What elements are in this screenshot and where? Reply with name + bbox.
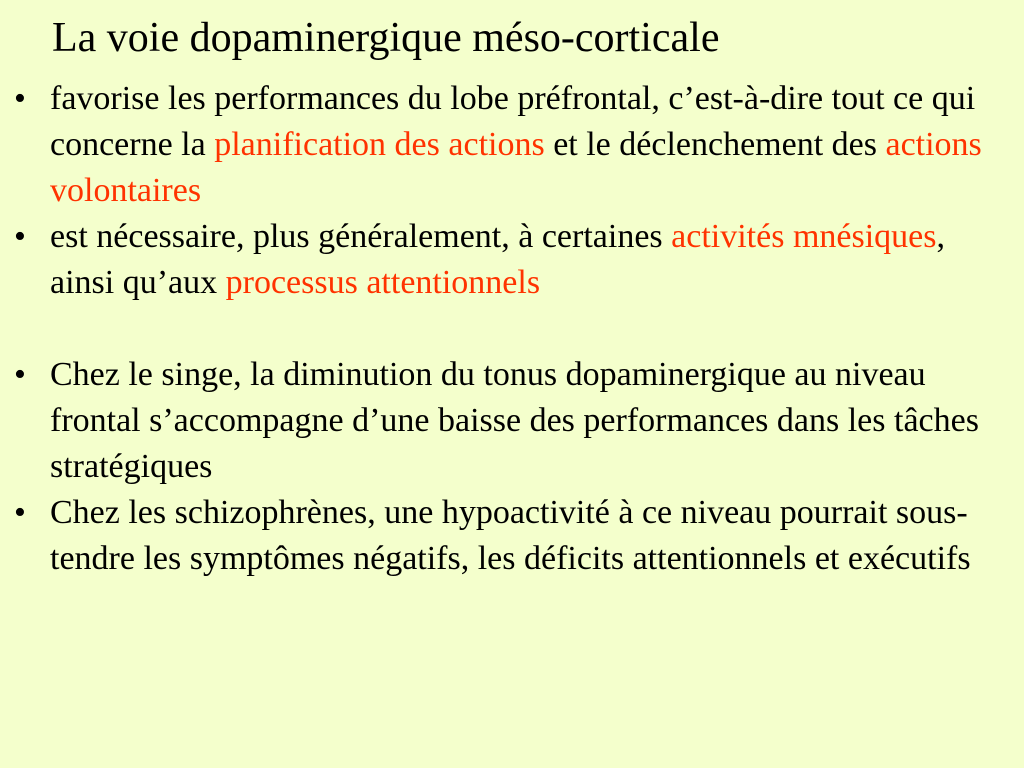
highlight-activites-mnesiques: activités mnésiques (671, 218, 937, 255)
bullet-icon: • (14, 494, 26, 531)
bullet-item-memory-attention (0, 214, 1024, 306)
bullet-text: est nécessaire, plus généralement, à certaines (50, 218, 672, 255)
bullet-icon: • (14, 218, 26, 255)
slide-title: La voie dopaminergique méso-corticale (52, 15, 720, 61)
bullet-item-dopamine-prefrontal (0, 76, 1024, 214)
bullet-text: Chez le singe, la diminution du tonus dopaminergique au niveau frontal s’accompagne d’une baisse des performances dans les tâches stratégiques (50, 356, 979, 485)
bullet-list (0, 76, 1024, 582)
highlight-processus-attentionnels: processus attentionnels (225, 264, 541, 301)
highlight-planification: planification des actions (214, 126, 545, 163)
highlight-actions-volontaires: actions volontaires (50, 126, 982, 209)
bullet-icon: • (14, 80, 26, 117)
bullet-text: Chez les schizophrènes, une hypoactivité à ce niveau pourrait sous-tendre les symptômes négatifs, les déficits attentionnels et exécutifs (50, 494, 971, 577)
bullet-text: , ainsi qu’aux (50, 218, 945, 301)
bullet-text: et le déclenchement des (544, 126, 886, 163)
bullet-text: favorise les performances du lobe préfrontal, c’est-à-dire tout ce qui concerne la (50, 80, 976, 163)
bullet-item-schizophrenia (0, 490, 1024, 582)
bullet-item-monkey (0, 352, 1024, 490)
bullet-icon: • (14, 356, 26, 393)
